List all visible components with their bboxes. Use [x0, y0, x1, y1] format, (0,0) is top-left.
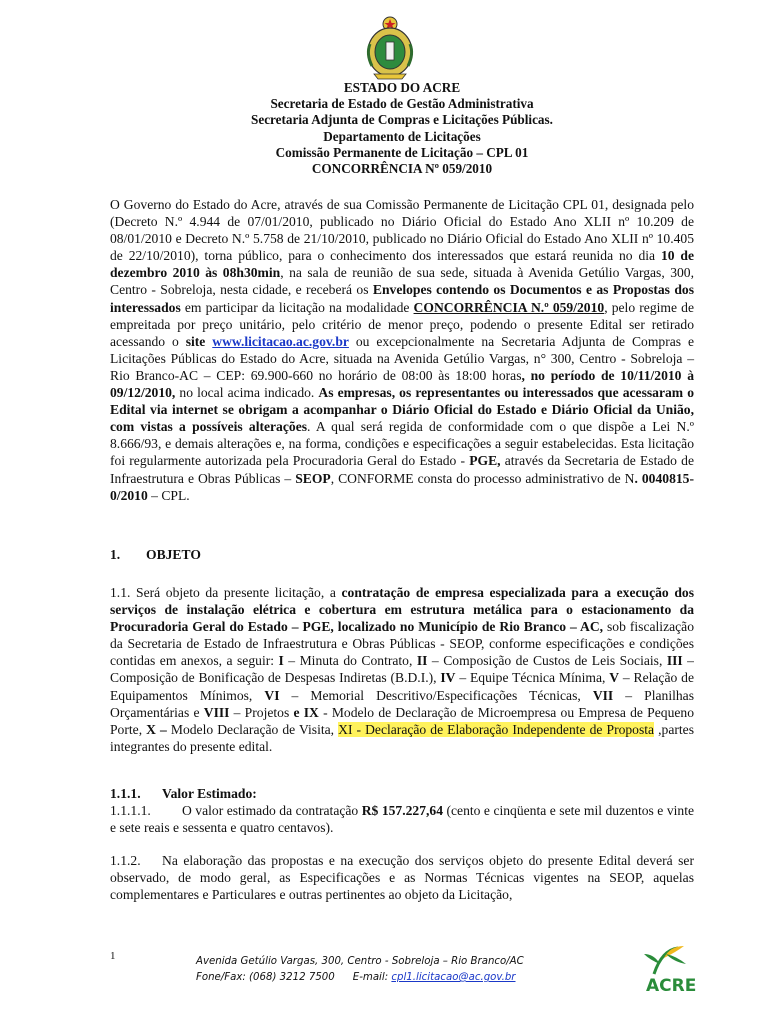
header-department: Departamento de Licitações: [323, 128, 481, 144]
estimated-amount: R$ 157.227,64: [361, 803, 443, 819]
footer-address: Avenida Getúlio Vargas, 300, Centro - Sobreloja – Rio Branco/AC: [196, 956, 524, 967]
page-number: 1: [110, 950, 116, 962]
header-adjunct-secretariat: Secretaria Adjunta de Compras e Licitações Públicas.: [251, 112, 553, 128]
header-commission: Comissão Permanente de Licitação – CPL 01: [275, 144, 529, 160]
state-seal-emblem: [364, 14, 416, 80]
header-secretariat: Secretaria de Estado de Gestão Administrativa: [270, 96, 534, 112]
acre-logo-wordmark: ACRE: [646, 976, 697, 996]
page-footer: [196, 954, 576, 986]
item-1-1-1-estimated-value: 1.1.1. Valor Estimado: 1.1.1.1. O valor estimado da contratação R$ 157.227,64 (cento e cinqüenta e sete mil duzentos e vinte e sete reais e sessenta e quatro centavos).: [110, 786, 695, 836]
item-1-1-2-paragraph: 1.1.2. Na elaboração das propostas e na execução dos serviços objeto do presente Edital deverá ser observado, de modo geral, as Especificações e as Normas Técnicas vigentes na SEOP, aquelas complementares e Particulares e outras pertinentes ao objeto da Licitação,: [110, 853, 694, 903]
footer-email-label: E-mail:: [352, 972, 389, 983]
document-header: [110, 80, 694, 177]
section-heading-objeto: [110, 546, 694, 563]
highlighted-annex-xi: XI - Declaração de Elaboração Independente de Proposta: [338, 721, 655, 737]
footer-email-link[interactable]: cpl1.licitacao@ac.gov.br: [391, 972, 516, 983]
intro-paragraph: O Governo do Estado do Acre, através de sua Comissão Permanente de Licitação CPL 01, designada pelo (Decreto N.º 4.944 de 07/01/2010, publicado no Diário Oficial do Estado Ano XLII nº 10.209 de 08/01/2010 e Decreto N.º 5.758 de 21/10/2010, publicado no Diário Oficial do Estado Ano XLII nº 10.405 de 22/10/2010), torna público, para o conhecimento dos interessados que estará reunida no dia 10 de dezembro 2010 às 08h30min, na sala de reunião de sua sede, situada à Avenida Getúlio Vargas, 300, Centro - Sobreloja, nesta cidade, e receberá os Envelopes contendo os Documentos e as Propostas dos interessados em participar da licitação na modalidade CONCORRÊNCIA N.º 059/2010, pelo regime de empreitada por preço unitário, pelo critério de menor preço, podendo o presente Edital ser retirado acessando o site www.licitacao.ac.gov.br ou excepcionalmente na Secretaria Adjunta de Compras e Licitações Públicas do Estado do Acre, situada na Avenida Getúlio Vargas, n° 300, Centro - Sobreloja – Rio Branco-AC – CEP: 69.900-660 no horário de 08:00 às 18:00 horas, no período de 10/11/2010 à 09/12/2010, no local acima indicado. As empresas, os representantes ou interessados que acessaram o Edital via internet se obrigam a acompanhar o Diário Oficial do Estado e Diário Oficial da União, com vistas a possíveis alterações. A qual será regida de conformidade com o que dispõe a Lei N.º 8.666/93, e demais alterações e, na forma, condições e especificações a seguir estabelecidas. Esta licitação foi regularmente autorizada pela Procuradoria Geral do Estado - PGE, através da Secretaria de Estado de Infraestrutura e Obras Públicas – SEOP, CONFORME consta do processo administrativo de N. 0040815-0/2010 – CPL.: [110, 197, 694, 503]
item-1-1-paragraph: 1.1. Será objeto da presente licitação, a contratação de empresa especializada para a execução dos serviços de instalação elétrica e cobertura em estrutura metálica para o estacionamento da Procuradoria Geral do Estado – PGE, localizado no Município de Rio Branco – AC, sob fiscalização da Secretaria de Estado de Infraestrutura e Obras Públicas - SEOP, conforme especificações e condições contidas em anexos, a seguir: I – Minuta do Contrato, II – Composição de Custos de Leis Sociais, III – Composição de Bonificação de Despesas Indiretas (B.D.I.), IV – Equipe Técnica Mínima, V – Relação de Equipamentos Mínimos, VI – Memorial Descritivo/Especificações Técnicas, VII – Planilhas Orçamentárias e VIII – Projetos e IX - Modelo de Declaração de Microempresa ou Empresa de Pequeno Porte, X – Modelo Declaração de Visita, XI - Declaração de Elaboração Independente de Proposta ,partes integrantes do presente edital.: [110, 585, 695, 754]
header-competition-number: CONCORRÊNCIA Nº 059/2010: [311, 161, 493, 177]
website-link[interactable]: www.licitacao.ac.gov.br: [212, 333, 349, 349]
header-state: ESTADO DO ACRE: [343, 80, 461, 95]
section-number: 1.: [110, 547, 121, 562]
section-title: OBJETO: [146, 547, 201, 562]
footer-phone: Fone/Fax: (068) 3212 7500: [196, 972, 335, 983]
